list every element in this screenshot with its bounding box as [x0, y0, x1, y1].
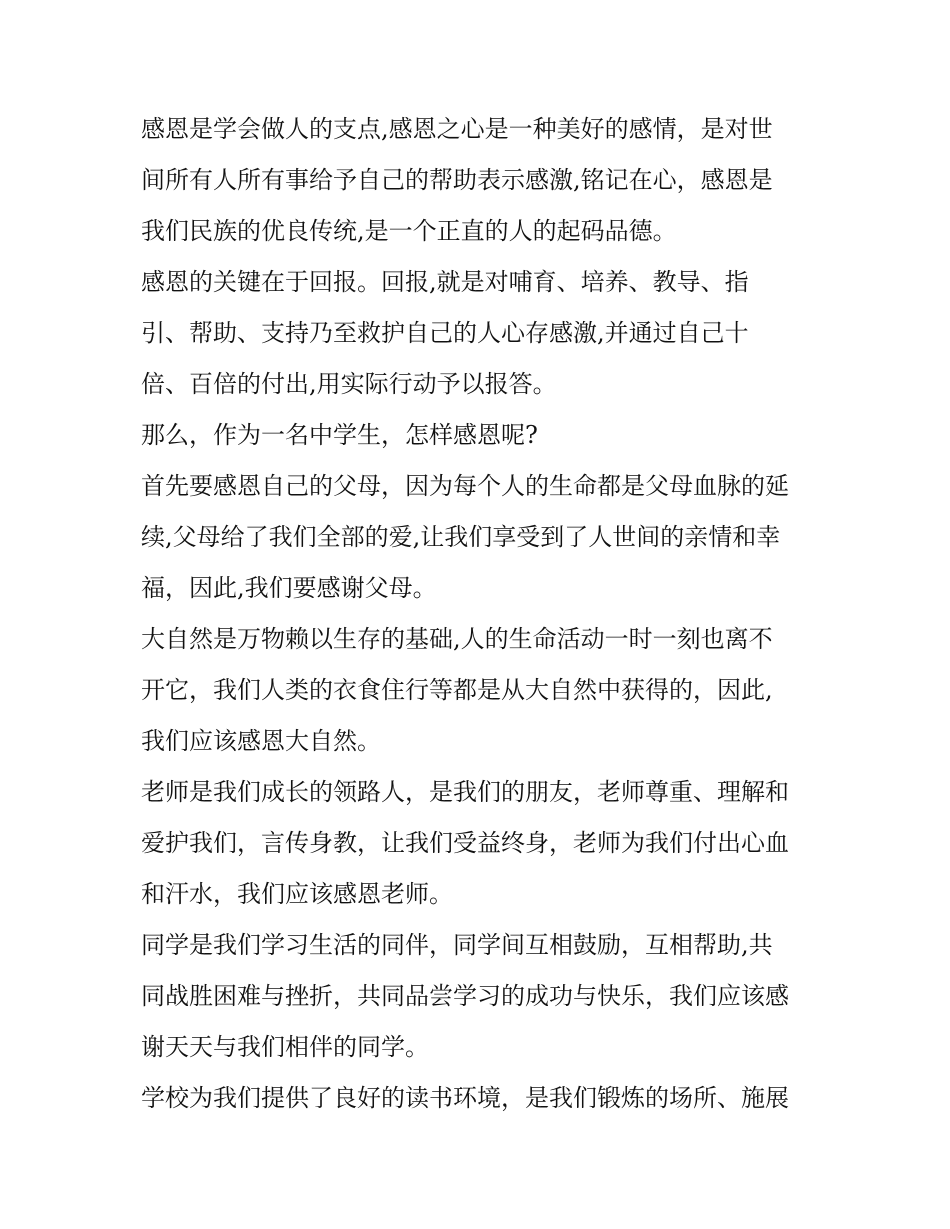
- text-line: 续,父母给了我们全部的爱,让我们享受到了人世间的亲情和幸: [141, 523, 781, 551]
- text-line: 首先要感恩自己的父母，因为每个人的生命都是父母血脉的延: [141, 472, 789, 500]
- text-line: 感恩的关键在于回报。回报,就是对哺育、培养、教导、指: [141, 268, 749, 296]
- text-line: 开它，我们人类的衣食住行等都是从大自然中获得的，因此,: [141, 676, 773, 704]
- text-line: 间所有人所有事给予自己的帮助表示感激,铭记在心，感恩是: [141, 166, 773, 194]
- text-line: 和汗水，我们应该感恩老师。: [141, 880, 453, 908]
- text-line: 同战胜困难与挫折，共同品尝学习的成功与快乐，我们应该感: [141, 982, 789, 1010]
- text-line: 爱护我们，言传身教，让我们受益终身，老师为我们付出心血: [141, 829, 789, 857]
- text-line: 老师是我们成长的领路人，是我们的朋友，老师尊重、理解和: [141, 778, 789, 806]
- text-line: 倍、百倍的付出,用实际行动予以报答。: [141, 370, 557, 398]
- text-line: 学校为我们提供了良好的读书环境，是我们锻炼的场所、施展: [141, 1084, 789, 1112]
- text-line: 福，因此,我们要感谢父母。: [141, 574, 437, 602]
- text-line: 同学是我们学习生活的同伴，同学间互相鼓励，互相帮助,共: [141, 931, 773, 959]
- text-line: 引、帮助、支持乃至救护自己的人心存感激,并通过自己十: [141, 319, 749, 347]
- text-line: 感恩是学会做人的支点,感恩之心是一种美好的感情，是对世: [141, 115, 773, 143]
- text-line: 大自然是万物赖以生存的基础,人的生命活动一时一刻也离不: [141, 625, 773, 653]
- text-line: 谢天天与我们相伴的同学。: [141, 1033, 429, 1061]
- text-line: 我们应该感恩大自然。: [141, 727, 381, 755]
- document-body: [141, 104, 816, 1124]
- text-line: 我们民族的优良传统,是一个正直的人的起码品德。: [141, 217, 677, 245]
- text-line: 那么，作为一名中学生，怎样感恩呢?: [141, 421, 538, 449]
